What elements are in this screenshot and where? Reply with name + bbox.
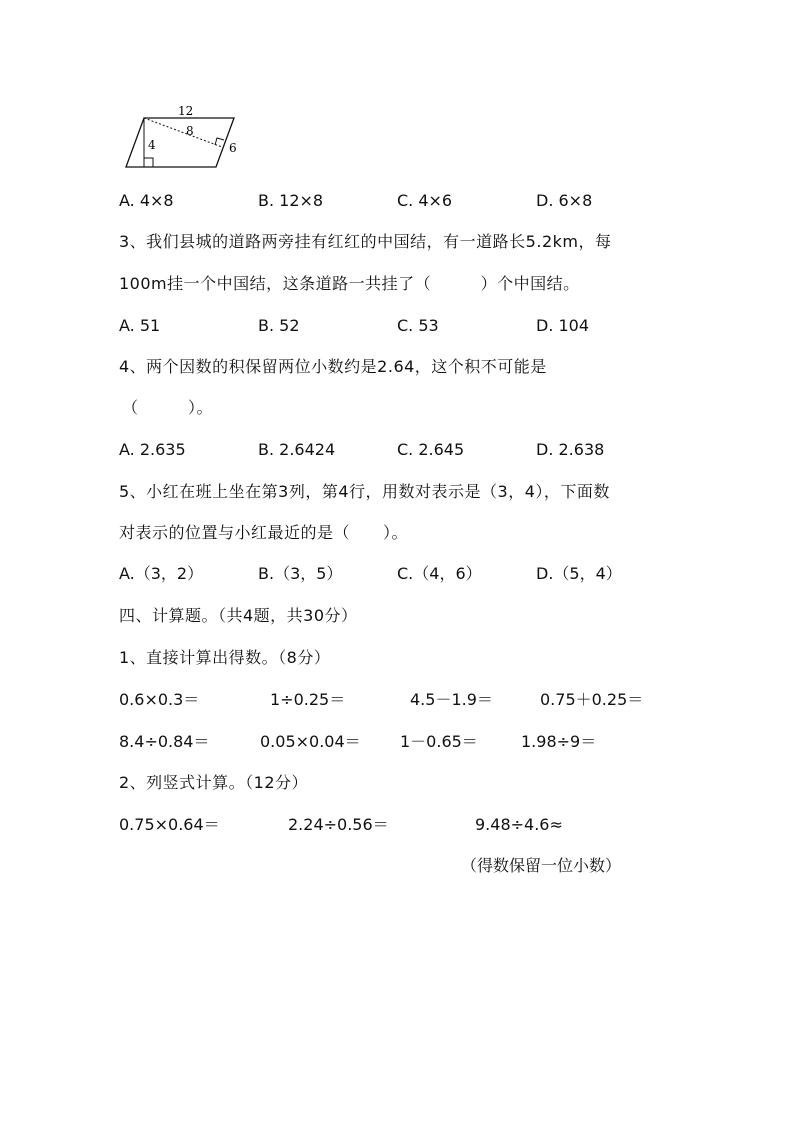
q4-option-a: A. 2.635: [119, 440, 186, 459]
q3-line-1: 3、我们县城的道路两旁挂有红红的中国结，有一道路长5.2km，每: [119, 232, 612, 251]
height-label: 4: [148, 138, 156, 152]
vertical-calc-item: 9.48÷4.6≈: [475, 815, 563, 834]
side-label: 6: [229, 141, 237, 155]
q2-option-a: A. 4×8: [119, 191, 174, 210]
q4-option-b: B. 2.6424: [258, 440, 336, 459]
q4-option-c: C. 2.645: [397, 440, 465, 459]
q5-line-1: 5、小红在班上坐在第3列，第4行，用数对表示是（3，4），下面数: [119, 482, 610, 501]
q4-line-2: （ ）。: [122, 398, 214, 417]
calc-item: 0.6×0.3＝: [119, 690, 200, 709]
q2-option-b: B. 12×8: [258, 191, 324, 210]
q5-option-c: C.（4，6）: [397, 564, 482, 583]
calc-item: 0.75＋0.25＝: [540, 690, 644, 709]
calc-item: 4.5－1.9＝: [410, 690, 493, 709]
calc-item: 8.4÷0.84＝: [119, 732, 210, 751]
part-2-title: 2、列竖式计算。（12分）: [119, 773, 309, 792]
q3-line-2: 100m挂一个中国结，这条道路一共挂了（ ）个中国结。: [119, 274, 580, 293]
calc-item: 0.05×0.04＝: [260, 732, 361, 751]
perpendicular-label: 8: [186, 124, 194, 138]
calc-item: 1－0.65＝: [400, 732, 478, 751]
q3-option-b: B. 52: [258, 316, 300, 335]
q5-line-2: 对表示的位置与小红最近的是（ ）。: [119, 523, 409, 542]
part-1-title: 1、直接计算出得数。（8分）: [119, 648, 331, 667]
q5-option-b: B.（3，5）: [258, 564, 343, 583]
q2-option-c: C. 4×6: [397, 191, 453, 210]
q3-option-d: D. 104: [536, 316, 590, 335]
right-angle-mark-bottom: [144, 158, 153, 167]
q5-option-d: D.（5，4）: [536, 564, 622, 583]
calc-item: 1.98÷9＝: [521, 732, 597, 751]
rounding-note: （得数保留一位小数）: [461, 856, 622, 875]
top-side-label: 12: [178, 104, 194, 118]
q3-option-c: C. 53: [397, 316, 439, 335]
right-angle-mark-side: [215, 138, 224, 145]
parallelogram-shape: [126, 118, 234, 167]
q4-option-d: D. 2.638: [536, 440, 605, 459]
section-4-title: 四、计算题。（共4题，共30分）: [119, 606, 358, 625]
parallelogram-figure: [118, 100, 258, 179]
q3-option-a: A. 51: [119, 316, 161, 335]
q4-line-1: 4、两个因数的积保留两位小数约是2.64，这个积不可能是: [119, 357, 547, 376]
vertical-calc-item: 2.24÷0.56＝: [288, 815, 389, 834]
parallelogram-diagram: [118, 100, 258, 175]
perpendicular-line: [144, 118, 222, 147]
q5-option-a: A.（3，2）: [119, 564, 204, 583]
calc-item: 1÷0.25＝: [270, 690, 346, 709]
vertical-calc-item: 0.75×0.64＝: [119, 815, 220, 834]
q2-option-d: D. 6×8: [536, 191, 593, 210]
